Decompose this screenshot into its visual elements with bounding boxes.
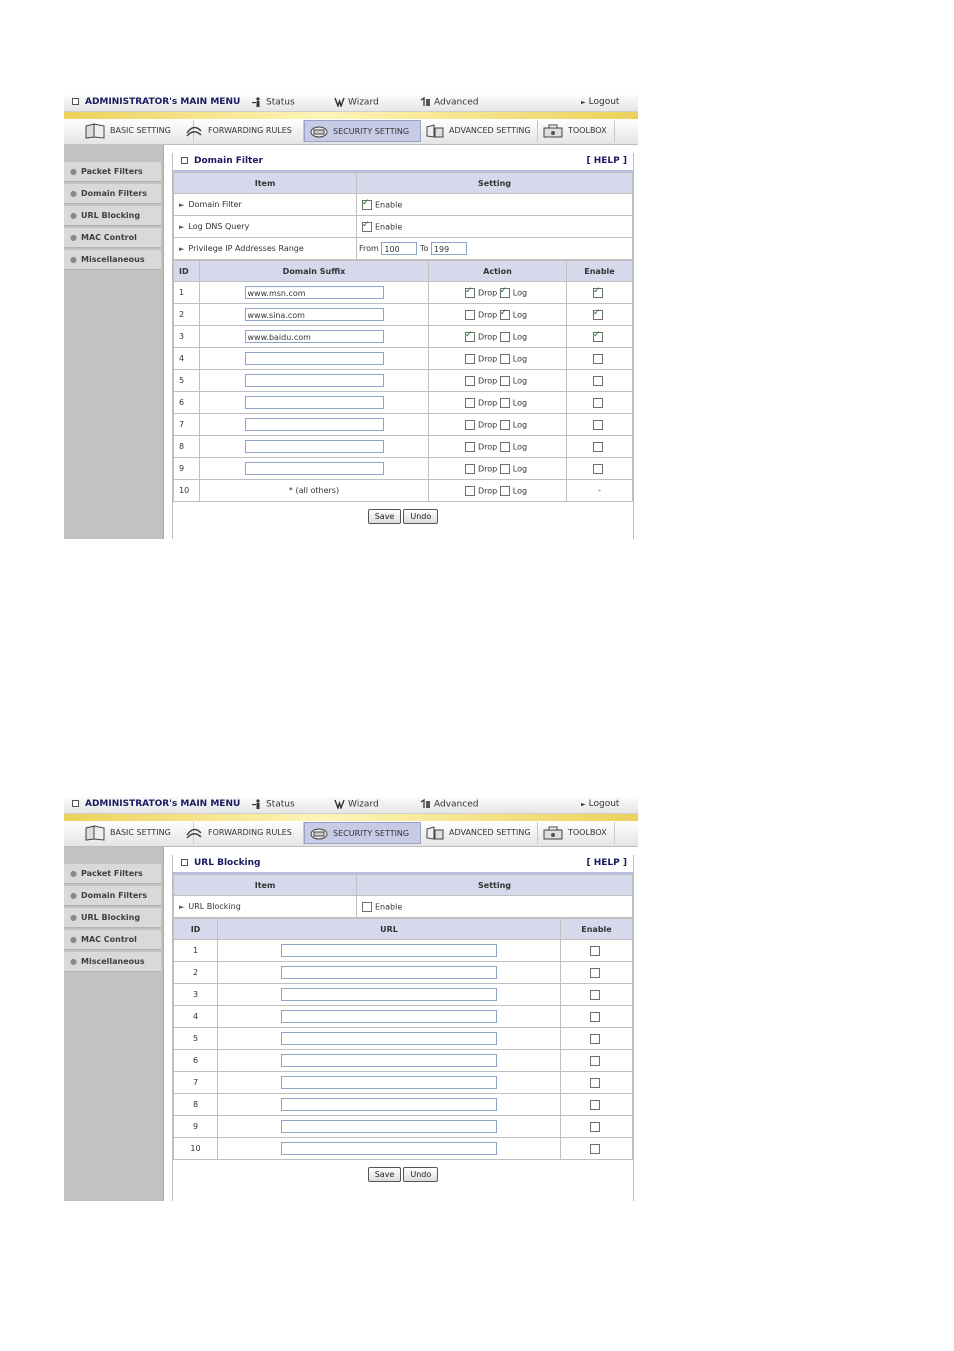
row-enable <box>567 458 633 480</box>
log-checkbox[interactable] <box>500 464 510 474</box>
toolbox-icon <box>542 126 568 135</box>
row-suffix <box>200 348 429 370</box>
tab-forwarding-rules[interactable]: FORWARDING RULES <box>180 822 304 844</box>
menu-square-icon <box>72 98 79 105</box>
log-checkbox[interactable] <box>500 310 510 320</box>
row-action: Drop Log <box>429 348 567 370</box>
url-blocking-content <box>172 855 634 1201</box>
drop-checkbox[interactable] <box>465 376 475 386</box>
enable-checkbox[interactable] <box>590 1144 600 1154</box>
status-link[interactable]: Status <box>252 97 295 108</box>
row-id: 8 <box>174 1094 218 1116</box>
save-button[interactable]: Save <box>368 1167 402 1182</box>
table-row <box>174 348 633 370</box>
logout-link[interactable]: ► Logout <box>581 97 620 107</box>
row-action: Drop Log <box>429 370 567 392</box>
row-url <box>218 962 561 984</box>
enable-checkbox[interactable] <box>593 288 603 298</box>
row-suffix <box>200 326 429 348</box>
row-setting: ✓ Enable <box>357 194 633 216</box>
row-action: Drop Log <box>429 458 567 480</box>
drop-checkbox[interactable] <box>465 310 475 320</box>
table-row <box>174 436 633 458</box>
help-link[interactable]: [ HELP ] <box>586 858 627 868</box>
table-row <box>174 326 633 348</box>
row-url <box>218 1138 561 1160</box>
row-suffix <box>200 282 429 304</box>
table-row <box>174 480 633 502</box>
row-suffix <box>200 414 429 436</box>
logout-arrow-icon: ► <box>581 801 586 808</box>
domain-filter-content <box>172 153 634 539</box>
sidebar-item-domain-filters[interactable]: ● Domain Filters <box>64 886 161 906</box>
decorative-yellow-stripe <box>64 814 638 821</box>
enable-checkbox[interactable] <box>590 990 600 1000</box>
row-enable <box>561 1006 633 1028</box>
domain-suffix-input[interactable]: www.sina.com <box>245 308 384 321</box>
bullet-icon: ● <box>70 869 77 878</box>
domain-suffix-input[interactable]: www.baidu.com <box>245 330 384 343</box>
row-url <box>218 1050 561 1072</box>
domain-suffix-input[interactable] <box>245 352 384 365</box>
log-checkbox[interactable] <box>500 376 510 386</box>
row-label: ► Log DNS Query <box>174 216 357 238</box>
row-action: Drop Log <box>429 480 567 502</box>
row-enable <box>561 984 633 1006</box>
row-enable <box>561 1094 633 1116</box>
enable-checkbox[interactable] <box>590 1100 600 1110</box>
col-url: URL <box>218 919 561 940</box>
tab-toolbox[interactable]: TOOLBOX <box>538 822 615 844</box>
sidebar-item-domain-filters[interactable]: ● Domain Filters <box>64 184 161 204</box>
wizard-link[interactable]: Wizard <box>334 799 379 810</box>
row-action: Drop ✓ Log <box>429 304 567 326</box>
row-url <box>218 1006 561 1028</box>
table-row <box>174 304 633 326</box>
button-row <box>173 1160 633 1182</box>
row-suffix <box>200 458 429 480</box>
row-suffix <box>200 392 429 414</box>
enable-checkbox[interactable] <box>590 1122 600 1132</box>
domain-filter-panel <box>64 95 638 539</box>
status-person-icon <box>252 799 263 809</box>
url-input[interactable] <box>281 988 497 1001</box>
drop-checkbox[interactable] <box>465 288 475 298</box>
bullet-icon: ● <box>70 891 77 900</box>
url-blocking-settings-table <box>173 874 633 918</box>
row-suffix <box>200 304 429 326</box>
bullet-icon: ● <box>70 167 77 176</box>
drop-checkbox[interactable] <box>465 486 475 496</box>
sidebar-item-url-blocking[interactable]: ● URL Blocking <box>64 206 161 226</box>
col-domain-suffix: Domain Suffix <box>200 261 429 282</box>
save-button[interactable]: Save <box>368 509 402 524</box>
row-label: ► URL Blocking <box>174 896 357 918</box>
row-enable <box>561 1028 633 1050</box>
table-row <box>174 370 633 392</box>
table-row <box>174 1116 633 1138</box>
row-id: 8 <box>174 436 200 458</box>
row-enable <box>561 1072 633 1094</box>
domain-filter-settings-table <box>173 172 633 260</box>
url-input[interactable] <box>281 1120 497 1133</box>
row-id: 1 <box>174 940 218 962</box>
enable-checkbox[interactable] <box>593 354 603 364</box>
advanced-icon <box>420 799 431 809</box>
table-row <box>174 1028 633 1050</box>
enable-checkbox[interactable] <box>362 222 372 232</box>
tab-forwarding-rules[interactable]: FORWARDING RULES <box>180 120 304 142</box>
enable-checkbox[interactable] <box>590 946 600 956</box>
wizard-icon <box>334 97 345 107</box>
status-link[interactable]: Status <box>252 799 295 810</box>
table-row <box>174 1094 633 1116</box>
col-enable: Enable <box>567 261 633 282</box>
row-url <box>218 1028 561 1050</box>
row-arrow-icon: ► <box>179 245 185 253</box>
row-id: 5 <box>174 1028 218 1050</box>
sidebar-item-packet-filters[interactable]: ● Packet Filters <box>64 162 161 182</box>
enable-checkbox[interactable] <box>593 310 603 320</box>
col-enable: Enable <box>561 919 633 940</box>
log-checkbox[interactable] <box>500 398 510 408</box>
url-input[interactable] <box>281 1142 497 1155</box>
enable-checkbox[interactable] <box>593 442 603 452</box>
row-id: 9 <box>174 1116 218 1138</box>
undo-button[interactable]: Undo <box>403 509 438 524</box>
row-id: 7 <box>174 414 200 436</box>
log-checkbox[interactable] <box>500 442 510 452</box>
col-item: Item <box>174 173 357 194</box>
tab-advanced-setting[interactable]: ADVANCED SETTING <box>421 822 538 844</box>
sidebar <box>64 145 164 539</box>
toolbox-icon <box>542 828 568 837</box>
row-action: Drop Log <box>429 392 567 414</box>
row-id: 3 <box>174 984 218 1006</box>
row-id: 6 <box>174 392 200 414</box>
url-blocking-panel <box>64 797 638 1201</box>
basic-setting-icon <box>84 828 110 837</box>
table-row <box>174 194 633 216</box>
main-tab-bar <box>64 119 638 145</box>
main-menu-bar <box>64 797 638 814</box>
bullet-icon: ● <box>70 935 77 944</box>
sidebar-item-url-blocking[interactable]: ● URL Blocking <box>64 908 161 928</box>
table-row <box>174 414 633 436</box>
log-checkbox[interactable] <box>500 420 510 430</box>
row-suffix: * (all others) <box>200 480 429 502</box>
bullet-icon: ● <box>70 211 77 220</box>
row-enable <box>567 436 633 458</box>
enable-checkbox[interactable] <box>590 1056 600 1066</box>
section-title: URL Blocking [ HELP ] <box>173 855 633 874</box>
logout-link[interactable]: ► Logout <box>581 799 620 809</box>
row-id: 2 <box>174 962 218 984</box>
decorative-yellow-stripe <box>64 112 638 119</box>
advanced-icon <box>420 97 431 107</box>
row-setting: From 100 To 199 <box>357 238 633 260</box>
col-item: Item <box>174 875 357 896</box>
row-url <box>218 984 561 1006</box>
table-row <box>174 984 633 1006</box>
col-setting: Setting <box>357 875 633 896</box>
table-row <box>174 458 633 480</box>
log-checkbox[interactable] <box>500 332 510 342</box>
domain-suffix-input[interactable] <box>245 396 384 409</box>
row-enable: - <box>567 480 633 502</box>
bullet-icon: ● <box>70 957 77 966</box>
url-blocking-enable-checkbox[interactable] <box>362 902 372 912</box>
bullet-icon: ● <box>70 255 77 264</box>
security-setting-icon <box>309 127 333 136</box>
row-url <box>218 1094 561 1116</box>
section-square-icon <box>181 157 188 164</box>
url-input[interactable] <box>281 1032 497 1045</box>
row-action: Drop Log <box>429 414 567 436</box>
tab-basic-setting[interactable]: BASIC SETTING <box>80 120 194 142</box>
row-id: 3 <box>174 326 200 348</box>
row-label: ► Domain Filter <box>174 194 357 216</box>
url-input[interactable] <box>281 944 497 957</box>
col-setting: Setting <box>357 173 633 194</box>
logout-arrow-icon: ► <box>581 99 586 106</box>
sidebar-item-mac-control[interactable]: ● MAC Control <box>64 930 161 950</box>
table-row <box>174 392 633 414</box>
advanced-setting-icon <box>425 828 449 837</box>
tab-security-setting[interactable]: SECURITY SETTING <box>304 120 421 142</box>
row-enable <box>567 392 633 414</box>
sidebar-item-mac-control[interactable]: ● MAC Control <box>64 228 161 248</box>
row-id: 5 <box>174 370 200 392</box>
bullet-icon: ● <box>70 189 77 198</box>
table-row <box>174 238 633 260</box>
row-suffix <box>200 436 429 458</box>
admin-main-menu-link[interactable]: ADMINISTRATOR's MAIN MENU <box>72 799 240 809</box>
drop-checkbox[interactable] <box>465 420 475 430</box>
advanced-setting-icon <box>425 126 449 135</box>
log-checkbox[interactable] <box>500 288 510 298</box>
row-url <box>218 1072 561 1094</box>
url-input[interactable] <box>281 1076 497 1089</box>
row-enable <box>561 1116 633 1138</box>
undo-button[interactable]: Undo <box>403 1167 438 1182</box>
row-label: ► Privilege IP Addresses Range <box>174 238 357 260</box>
table-row <box>174 1050 633 1072</box>
sidebar-item-miscellaneous[interactable]: ● Miscellaneous <box>64 952 161 972</box>
table-row <box>174 1138 633 1160</box>
table-row <box>174 216 633 238</box>
row-enable <box>561 1050 633 1072</box>
row-enable <box>567 282 633 304</box>
enable-checkbox[interactable] <box>362 200 372 210</box>
enable-checkbox[interactable] <box>593 332 603 342</box>
row-id: 1 <box>174 282 200 304</box>
row-enable <box>567 348 633 370</box>
row-url <box>218 1116 561 1138</box>
privilege-from-input[interactable]: 100 <box>381 242 417 255</box>
help-link[interactable]: [ HELP ] <box>586 156 627 166</box>
table-row <box>174 1006 633 1028</box>
admin-main-menu-link[interactable]: ADMINISTRATOR's MAIN MENU <box>72 97 240 107</box>
enable-checkbox[interactable] <box>590 1034 600 1044</box>
col-id: ID <box>174 919 218 940</box>
row-enable <box>561 940 633 962</box>
row-enable <box>561 962 633 984</box>
row-enable <box>567 326 633 348</box>
menu-square-icon <box>72 800 79 807</box>
bullet-icon: ● <box>70 233 77 242</box>
main-menu-bar <box>64 95 638 112</box>
row-action: ✓ Drop Log <box>429 326 567 348</box>
enable-checkbox[interactable] <box>590 968 600 978</box>
sidebar-item-packet-filters[interactable]: ● Packet Filters <box>64 864 161 884</box>
advanced-link[interactable]: Advanced <box>420 799 478 810</box>
table-row <box>174 962 633 984</box>
row-enable <box>567 414 633 436</box>
drop-checkbox[interactable] <box>465 332 475 342</box>
row-arrow-icon: ► <box>179 903 185 911</box>
url-input[interactable] <box>281 1010 497 1023</box>
url-input[interactable] <box>281 1054 497 1067</box>
row-id: 7 <box>174 1072 218 1094</box>
row-arrow-icon: ► <box>179 223 185 231</box>
row-setting: ✓ Enable <box>357 216 633 238</box>
tab-advanced-setting[interactable]: ADVANCED SETTING <box>421 120 538 142</box>
row-setting: Enable <box>357 896 633 918</box>
table-row <box>174 282 633 304</box>
row-arrow-icon: ► <box>179 201 185 209</box>
sidebar-item-miscellaneous[interactable]: ● Miscellaneous <box>64 250 161 270</box>
sidebar <box>64 847 164 1201</box>
col-action: Action <box>429 261 567 282</box>
row-suffix <box>200 370 429 392</box>
url-table <box>173 918 633 1160</box>
wizard-link[interactable]: Wizard <box>334 97 379 108</box>
table-row <box>174 896 633 918</box>
domain-suffix-input[interactable] <box>245 462 384 475</box>
row-id: 4 <box>174 1006 218 1028</box>
main-tab-bar <box>64 821 638 847</box>
tab-toolbox[interactable]: TOOLBOX <box>538 120 615 142</box>
row-id: 6 <box>174 1050 218 1072</box>
security-setting-icon <box>309 829 333 838</box>
tab-security-setting[interactable]: SECURITY SETTING <box>304 822 421 844</box>
enable-checkbox[interactable] <box>590 1012 600 1022</box>
advanced-link[interactable]: Advanced <box>420 97 478 108</box>
row-url <box>218 940 561 962</box>
col-id: ID <box>174 261 200 282</box>
url-input[interactable] <box>281 1098 497 1111</box>
url-input[interactable] <box>281 966 497 979</box>
domain-suffix-input[interactable] <box>245 418 384 431</box>
table-row <box>174 1072 633 1094</box>
enable-checkbox[interactable] <box>593 464 603 474</box>
row-id: 2 <box>174 304 200 326</box>
forwarding-rules-icon <box>184 126 208 135</box>
domain-suffix-input[interactable] <box>245 374 384 387</box>
bullet-icon: ● <box>70 913 77 922</box>
row-id: 10 <box>174 1138 218 1160</box>
domain-suffix-input[interactable]: www.msn.com <box>245 286 384 299</box>
enable-checkbox[interactable] <box>593 376 603 386</box>
tab-basic-setting[interactable]: BASIC SETTING <box>80 822 194 844</box>
enable-checkbox[interactable] <box>593 420 603 430</box>
drop-checkbox[interactable] <box>465 442 475 452</box>
drop-checkbox[interactable] <box>465 464 475 474</box>
enable-checkbox[interactable] <box>590 1078 600 1088</box>
forwarding-rules-icon <box>184 828 208 837</box>
row-action: Drop Log <box>429 436 567 458</box>
row-id: 10 <box>174 480 200 502</box>
domain-suffix-input[interactable] <box>245 440 384 453</box>
basic-setting-icon <box>84 126 110 135</box>
row-id: 4 <box>174 348 200 370</box>
row-id: 9 <box>174 458 200 480</box>
row-enable <box>567 370 633 392</box>
button-row <box>173 502 633 524</box>
row-enable <box>561 1138 633 1160</box>
log-checkbox[interactable] <box>500 486 510 496</box>
status-person-icon <box>252 97 263 107</box>
section-square-icon <box>181 859 188 866</box>
enable-checkbox[interactable] <box>593 398 603 408</box>
drop-checkbox[interactable] <box>465 354 475 364</box>
privilege-to-input[interactable]: 199 <box>431 242 467 255</box>
section-title: Domain Filter [ HELP ] <box>173 153 633 172</box>
wizard-icon <box>334 799 345 809</box>
domain-suffix-table <box>173 260 633 502</box>
drop-checkbox[interactable] <box>465 398 475 408</box>
row-action: ✓ Drop ✓ Log <box>429 282 567 304</box>
table-row <box>174 940 633 962</box>
row-enable <box>567 304 633 326</box>
log-checkbox[interactable] <box>500 354 510 364</box>
